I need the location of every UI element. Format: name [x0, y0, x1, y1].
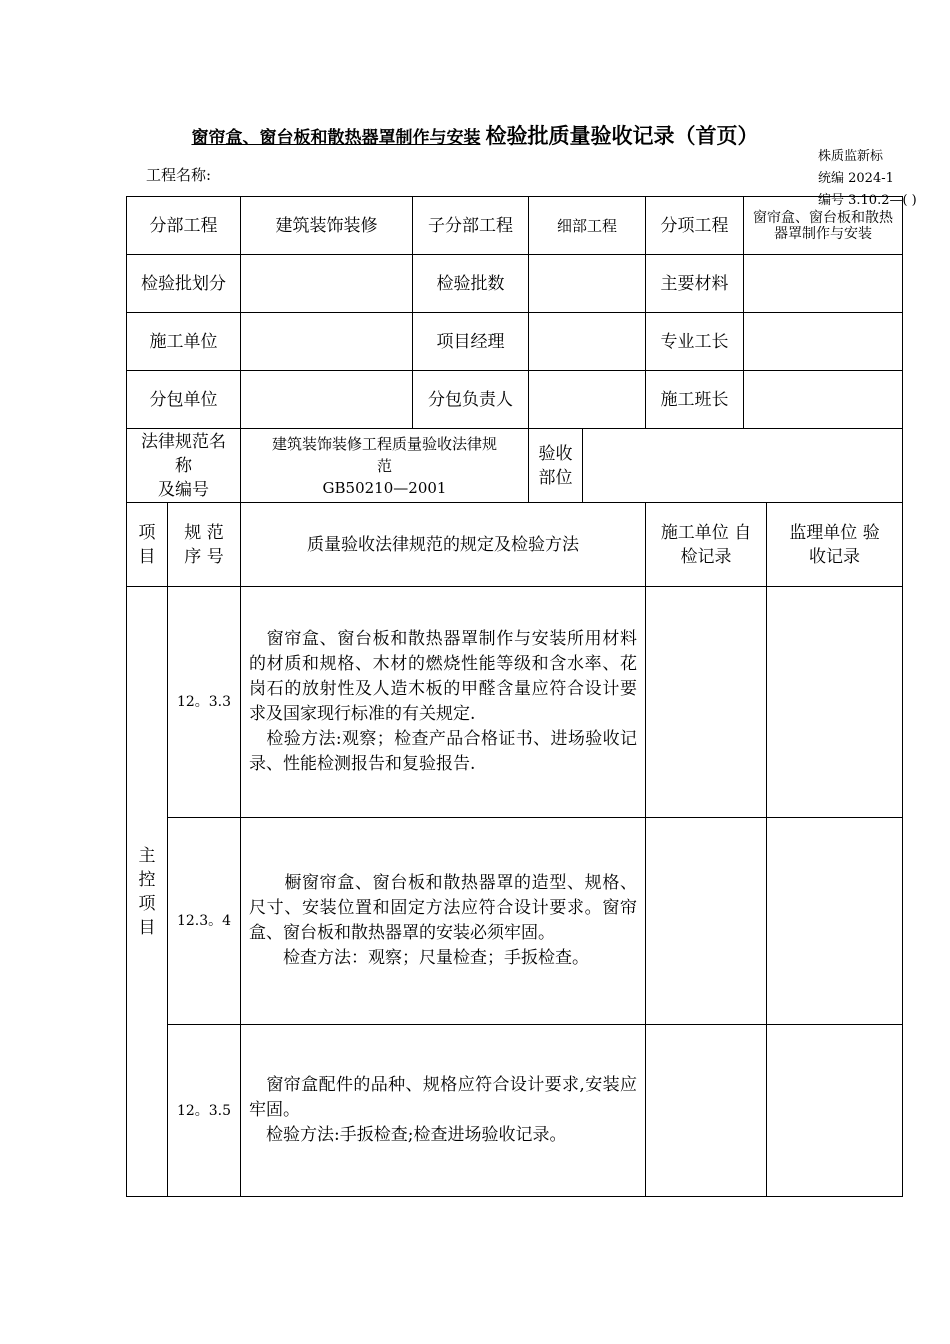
document-title [0, 120, 950, 150]
header-clause-line-1: 规 范 [184, 522, 224, 543]
self-check-cell[interactable] [646, 587, 767, 818]
value-subdivision[interactable]: 细部工程 [529, 197, 646, 255]
label-project-manager: 项目经理 [413, 313, 529, 371]
header-clause [168, 503, 241, 587]
value-batch-division[interactable] [241, 255, 413, 313]
meta-line-1: 株质监新标 [818, 149, 884, 164]
value-main-material[interactable] [744, 255, 903, 313]
table-row [127, 1025, 903, 1197]
standard-code: GB50210—2001 [322, 478, 447, 497]
label-division: 分部工程 [127, 197, 241, 255]
header-content: 质量验收法律规范的规定及检验方法 [241, 503, 646, 587]
supervision-cell[interactable] [767, 1025, 903, 1197]
self-check-cell[interactable] [646, 1025, 767, 1197]
clause-number: 12.3。4 [168, 818, 241, 1025]
self-check-cell[interactable] [646, 818, 767, 1025]
table-row [127, 587, 903, 818]
label-acceptance-part [529, 429, 583, 503]
standard-name-line-2: 范 [376, 456, 392, 475]
main-control-char-1: 主 [138, 845, 156, 866]
label-standard [127, 429, 241, 503]
label-foreman: 专业工长 [646, 313, 744, 371]
label-subdivision: 子分部工程 [413, 197, 529, 255]
supervision-cell[interactable] [767, 818, 903, 1025]
header-self-check-line-1: 施工单位 自 [660, 522, 752, 543]
standard-row [127, 429, 903, 503]
method-paragraph: 检验方法:手扳检查;检查进场验收记录。 [249, 1125, 567, 1145]
standard-name-line-1: 建筑装饰装修工程质量验收法律规 [271, 434, 497, 453]
method-paragraph: 检查方法：观察；尺量检查；手扳检查。 [249, 948, 589, 968]
main-control-char-3: 项 [138, 893, 156, 914]
value-subcontractor[interactable] [241, 371, 413, 429]
label-subcontractor: 分包单位 [127, 371, 241, 429]
acceptance-part-line-2: 部位 [538, 467, 573, 488]
project-name-label: 工程名称: [146, 166, 212, 184]
table-row [127, 818, 903, 1025]
clause-number: 12。3.5 [168, 1025, 241, 1197]
label-team-leader: 施工班长 [646, 371, 744, 429]
main-control-char-2: 控 [138, 869, 156, 890]
title-main: 检验批质量验收记录（首页） [485, 123, 759, 148]
label-sub-leader: 分包负责人 [413, 371, 529, 429]
value-project-manager[interactable] [529, 313, 646, 371]
header-self-check [646, 503, 767, 587]
value-contractor[interactable] [241, 313, 413, 371]
info-row-4 [127, 371, 903, 429]
value-acceptance-part[interactable] [583, 429, 903, 503]
value-subitem[interactable]: 窗帘盒、窗台板和散热器罩制作与安装 [744, 197, 903, 255]
info-row-3 [127, 313, 903, 371]
header-row [127, 503, 903, 587]
inspection-table [126, 196, 903, 1197]
acceptance-part-line-1: 验收 [538, 443, 573, 464]
label-standard-line-2: 称 [175, 455, 192, 476]
header-item-char-1: 项 [138, 522, 156, 543]
requirement-text [241, 587, 646, 818]
label-batch-division: 检验批划分 [127, 255, 241, 313]
value-division[interactable]: 建筑装饰装修 [241, 197, 413, 255]
method-paragraph: 检验方法:观察；检查产品合格证书、进场验收记录、性能检测报告和复验报告. [249, 729, 638, 774]
label-batch-count: 检验批数 [413, 255, 529, 313]
info-row-2 [127, 255, 903, 313]
info-row-1 [127, 197, 903, 255]
header-self-check-line-2: 检记录 [680, 546, 732, 567]
header-supervision [767, 503, 903, 587]
requirement-paragraph: 窗帘盒配件的品种、规格应符合设计要求,安装应牢固。 [249, 1075, 638, 1120]
requirement-paragraph: 窗帘盒、窗台板和散热器罩制作与安装所用材料的材质和规格、木材的燃烧性能等级和含水率、花岗石的放射性及人造木板的甲醛含量应符合设计要求及国家现行标准的有关规定. [249, 629, 638, 724]
value-standard [241, 429, 529, 503]
label-standard-line-3: 及编号 [158, 479, 209, 500]
header-item [127, 503, 168, 587]
label-subitem: 分项工程 [646, 197, 744, 255]
requirement-text [241, 1025, 646, 1197]
title-prefix: 窗帘盒、窗台板和散热器罩制作与安装 [191, 128, 481, 148]
label-contractor: 施工单位 [127, 313, 241, 371]
requirement-text [241, 818, 646, 1025]
main-control-char-4: 目 [138, 917, 156, 938]
label-main-material: 主要材料 [646, 255, 744, 313]
value-foreman[interactable] [744, 313, 903, 371]
header-clause-line-2: 序 号 [184, 546, 224, 567]
requirement-paragraph: 橱窗帘盒、窗台板和散热器罩的造型、规格、尺寸、安装位置和固定方法应符合设计要求。窗帘盒、窗台板和散热器罩的安装必须牢固。 [249, 873, 638, 943]
clause-number: 12。3.3 [168, 587, 241, 818]
value-team-leader[interactable] [744, 371, 903, 429]
header-supervision-line-2: 收记录 [809, 546, 861, 567]
meta-line-2: 统编 2024-1 [818, 171, 894, 186]
meta-line-3: 编号 3.10.2—( ) [818, 193, 917, 208]
label-standard-line-1: 法律规范名 [141, 431, 226, 452]
supervision-cell[interactable] [767, 587, 903, 818]
header-supervision-line-1: 监理单位 验 [789, 522, 880, 543]
header-item-char-2: 目 [138, 546, 156, 567]
value-batch-count[interactable] [529, 255, 646, 313]
value-sub-leader[interactable] [529, 371, 646, 429]
main-control-items-label [127, 587, 168, 1197]
